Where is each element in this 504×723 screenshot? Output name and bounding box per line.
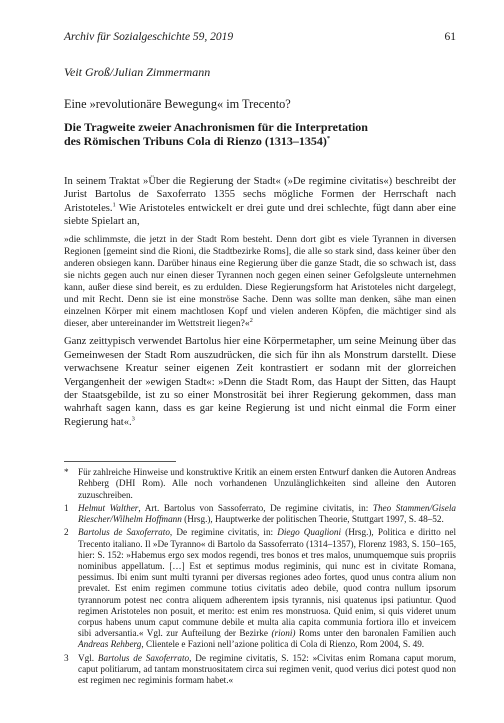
footnote-text-part: Vgl. [78, 652, 98, 663]
footnote-star [64, 467, 456, 501]
footnote-mark: 1 [64, 502, 69, 513]
footnote-author: Bartolus de Saxoferrato [97, 652, 190, 663]
footnote-text-part: , Art. Bartolus von Sassoferrato, De regimine civitatis, in: [138, 502, 373, 513]
article-title: Eine »revolutionäre Bewegung« im Trecento? [64, 97, 291, 111]
footnote-text [78, 503, 456, 525]
subtitle-line-1: Die Tragweite zweier Anachronismen für die Interpretation [64, 120, 368, 134]
footnotes [64, 467, 456, 686]
subtitle-line-2: des Römischen Tribuns Cola di Rienzo (1313–1354) [64, 134, 327, 149]
footnote-author: Helmut Walther [78, 502, 139, 513]
footnote-editor: Diego Quaglioni [277, 527, 342, 538]
footnote-separator [64, 461, 176, 462]
footnote-ref-3[interactable]: 3 [131, 415, 135, 423]
footnote-editors: Theo Stammen/Gisela Riescher/Wilhelm Hoffmann [78, 502, 456, 525]
footnote-ref-star[interactable]: * [326, 135, 331, 143]
paragraph-1-text: In seinem Traktat »Über die Regierung der Stadt« (»De regimine civitatis«) beschreibt der Jurist Bartolus de Saxoferrato 1355 sechs mögliche Formen der Herrschaft nach Aristoteles. [64, 175, 456, 214]
footnote-2 [64, 527, 456, 650]
paragraph-2-text: Ganz zeittypisch verwendet Bartolus hier eine Körpermetapher, um seine Meinung über das Gemeinwesen der Stadt Rom auszudrücken, die sich für ihn als Monstrum darstellt. Diese verwachsene Kreatur seiner eigenen Zeit kontrastiert er sodann mit der glorreichen Vergangenheit der »ewigen Stadt«: »Denn die Stadt Rom, das Haupt der Sitten, das Haupt der Staatsgebilde, ist zu so einer Monstrosität bei ihrer Regierung gekommen, dass man wahrhaft sagen kann, dass es gar keine Regierung ist und nicht einmal die Form einer Regierung hat«. [64, 336, 456, 428]
block-quote [64, 234, 456, 330]
footnote-text-part: (Hrsg.), Hauptwerke der politischen Theorie, Stuttgart 1997, S. 48–52. [181, 514, 444, 525]
footnote-mark: * [64, 467, 69, 478]
paragraph-1-text-continued: Wie Aristoteles entwickelt er drei gute und drei schlechte, fügt dann aber eine siebte Spielart an, [64, 202, 456, 228]
footnote-text [78, 653, 456, 687]
footnote-text-part: , De regimine civitatis, in: [169, 527, 278, 538]
footnote-text-part: , Clientele e Fazioni nell’azione politica di Cola di Rienzo, Rom 2004, S. 49. [141, 639, 425, 650]
footnote-term: (rioni) [271, 628, 296, 639]
body-paragraph-1 [64, 175, 456, 229]
footnote-3 [64, 653, 456, 687]
running-head [64, 30, 456, 44]
body-paragraph-2 [64, 335, 456, 429]
article-authors: Veit Groß/Julian Zimmermann [64, 65, 211, 79]
footnote-ref-2[interactable]: 2 [249, 317, 253, 325]
footnote-mark: 3 [64, 652, 69, 663]
footnote-text-part: Roms unter den baronalen Familien auch [295, 628, 456, 639]
page-number: 61 [444, 31, 456, 43]
footnote-mark: 2 [64, 527, 69, 538]
footnote-1 [64, 503, 456, 525]
article-subtitle [64, 120, 456, 149]
footnote-author: Bartolus de Saxoferrato [78, 527, 170, 538]
footnote-ref-1[interactable]: 1 [112, 201, 116, 209]
footnote-text-part: , De regimine civitatis, S. 152: »Civitas enim Romana caput morum, caput politiarum, ad tantam monstruositatem circa sui regimen venit, quod verius dici potest quod non est regimen nec regiminis formam habet.« [78, 652, 457, 685]
footnote-text [78, 527, 456, 650]
journal-title: Archiv für Sozialgeschichte 59, 2019 [64, 31, 234, 43]
footnote-ref-author: Andreas Rehberg [78, 639, 142, 650]
footnote-text-part: (Hrsg.), Politica e diritto nel Trecento italiano. Il »De Tyranno« di Bartolo da Sassoferrato (1314–1357), Florenz 1983, S. 150–165, hier: S. 152: »Habemus ergo sex modos regendi, tres bonos et tres malos, unumquemque suis propriis nominibus appellatum. […] Est et septimus modus regiminis, qui nunc est in civitate Romana, pessimus. Ibi enim sunt multi tyranni per diversas regiones adeo fortes, quod unus contra alium non prevalet. Est enim regimen commune totius civitatis adeo debile, quod contra nullum ipsorum tyrannorum potest nec contra aliquem adherentem ipsis tyrannis, nisi quatenus ipsi patiuntur. Quod regimen Aristoteles non posuit, et merito: est enim res monstruosa. Quid enim, si quis videret unum corpus habens unum caput commune debile et multa alia capita communia fortiora illo et inveicem sibi adversantia.« Vgl. zur Aufteilung der Bezirke [78, 527, 456, 639]
footnote-text: Für zahlreiche Hinweise und konstruktive Kritik an einem ersten Entwurf danken die Autoren Andreas Rehberg (DHI Rom). Alle noch vorhandenen Unzulänglichkeiten sind alleine den Autoren zuzuschreiben. [78, 467, 456, 500]
quote-text: »die schlimmste, die jetzt in der Stadt Rom besteht. Denn dort gibt es viele Tyrannen in diversen Regionen [gemeint sind die Rioni, die Stadtbezirke Roms], die alle so stark sind, dass keiner über den anderen obsiegen kann. Darüber hinaus eine Regierung über die ganze Stadt, die so schwach ist, dass sie nichts gegen auch nur einen dieser Tyrannen noch gegen einen seiner Gefolgsleute unternehmen kann, außer diese sind bereit, es zu erdulden. Diese Regierungsform hat Aristoteles nicht dargelegt, und mit Recht. Denn sie ist eine monströse Sache. Denn was sollte man denken, sähe man einen einzelnen Körper mit einem machtlosen Kopf und vielen anderen Köpfen, die mächtiger sind als dieser, aber untereinander im Wettstreit liegen?« [64, 234, 456, 330]
